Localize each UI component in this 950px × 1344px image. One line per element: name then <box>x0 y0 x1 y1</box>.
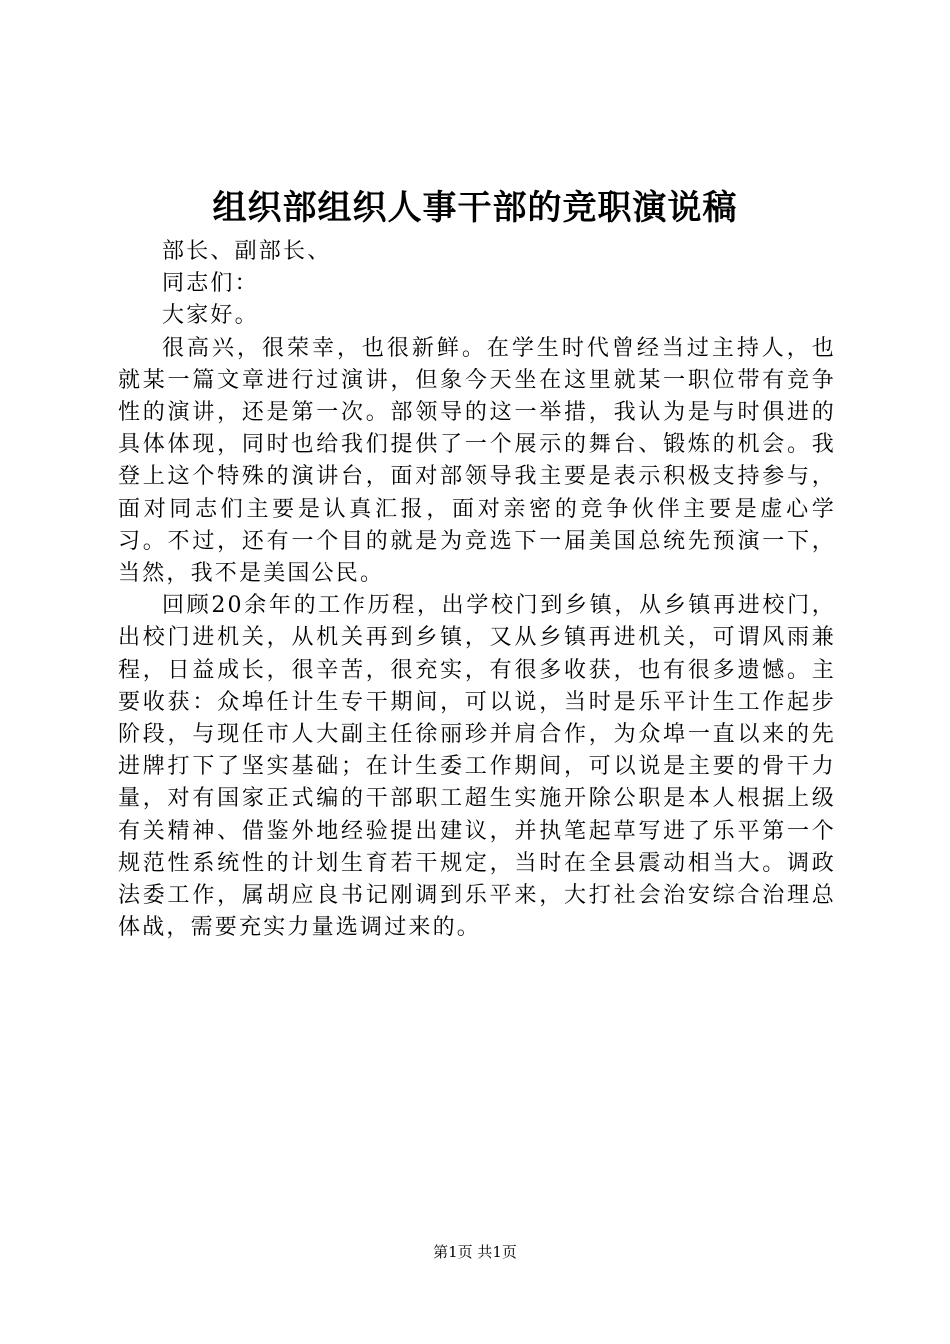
paragraph-intro: 很高兴，很荣幸，也很新鲜。在学生时代曾经当过主持人，也就某一篇文章进行过演讲，但象今天坐在这里就某一职位带有竞争性的演讲，还是第一次。部领导的这一举措，我认为是与时俱进的具体体现，同时也给我们提供了一个展示的舞台、锻炼的机会。我登上这个特殊的演讲台，面对部领导我主要是表示积极支持参与，面对同志们主要是认真汇报，面对亲密的竞争伙伴主要是虚心学习。不过，还有一个目的就是为竞选下一届美国总统先预演一下，当然，我不是美国公民。 <box>118 335 836 587</box>
salutation-comrades: 同志们： <box>162 271 259 297</box>
paragraph-career-review: 回顾20余年的工作历程，出学校门到乡镇，从乡镇再进校门，出校门进机关，从机关再到乡镇，又从乡镇再进机关，可谓风雨兼程，日益成长，很辛苦，很充实，有很多收获，也有很多遗憾。主要收获：众埠任计生专干期间，可以说，当时是乐平计生工作起步阶段，与现任市人大副主任徐丽珍并肩合作，为众埠一直以来的先进牌打下了坚实基础；在计生委工作期间，可以说是主要的骨干力量，对有国家正式编的干部职工超生实施开除公职是本人根据上级有关精神、借鉴外地经验提出建议，并执笔起草写进了乐平第一个规范性系统性的计划生育若干规定，当时在全县震动相当大。调政法委工作，属胡应良书记刚调到乐平来，大打社会治安综合治理总体战，需要充实力量选调过来的。 <box>118 593 836 941</box>
document-body <box>118 236 836 944</box>
page-number: 第1页 共1页 <box>433 1243 517 1261</box>
document-title: 组织部组织人事干部的竞职演说稿 <box>212 188 738 228</box>
greeting: 大家好。 <box>162 303 259 329</box>
salutation-leaders: 部长、副部长、 <box>162 239 332 264</box>
